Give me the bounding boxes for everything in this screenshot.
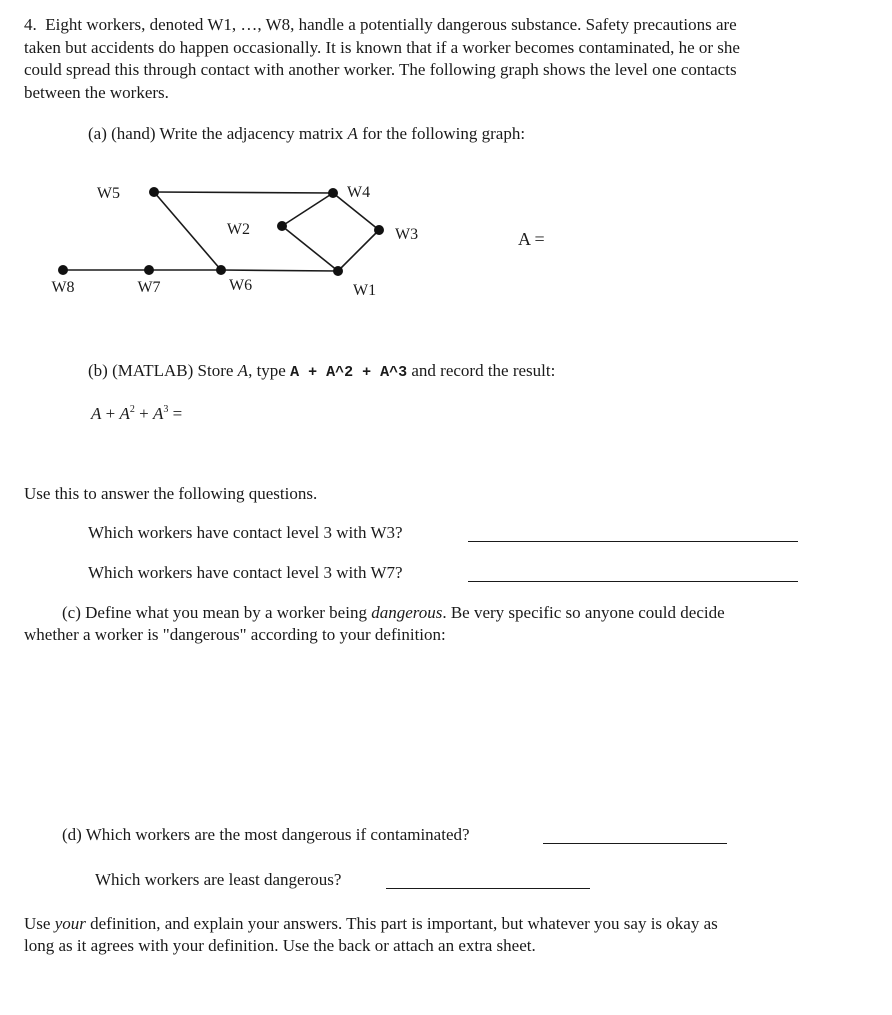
node-label-w1: W1 <box>353 282 377 299</box>
answer-blank-w3[interactable] <box>468 527 798 542</box>
part-d-question-most: (d) Which workers are the most dangerous if contaminated? <box>62 825 470 844</box>
part-a-var: A <box>347 124 358 143</box>
closing-line-1 <box>24 914 718 934</box>
contact-graph <box>0 170 480 310</box>
part-c-line-2: whether a worker is "dangerous" according to your definition: <box>24 625 446 644</box>
expr-exp2: 2 <box>129 404 135 415</box>
intro-line-1 <box>24 14 854 37</box>
node-label-w3: W3 <box>395 226 419 243</box>
matrix-a-label: A = <box>518 229 545 249</box>
part-a-label-end: for the following graph: <box>357 124 526 143</box>
closing-text-end: definition, and explain your answers. This part is important, but whatever you say is okay as <box>85 914 718 933</box>
part-c-text-end: . Be very specific so anyone could decide <box>442 603 725 622</box>
expr-plus1: + <box>101 404 120 423</box>
node-w1 <box>333 266 343 276</box>
node-w4 <box>328 188 338 198</box>
part-c-line-1 <box>62 603 725 623</box>
answer-blank-least-dangerous[interactable] <box>386 874 590 889</box>
part-d-question-least: Which workers are least dangerous? <box>95 870 342 889</box>
intro-line-3: could spread this through contact with another worker. The following graph shows the level one contacts <box>24 60 737 79</box>
node-label-w5: W5 <box>96 185 120 202</box>
node-label-w2: W2 <box>226 221 250 238</box>
answer-blank-w7[interactable] <box>468 567 798 582</box>
closing-line-2: long as it agrees with your definition. Use the back or attach an extra sheet. <box>24 936 536 955</box>
expr-a1: A <box>91 404 102 423</box>
part-a-label: (a) (hand) Write the adjacency matrix <box>88 124 348 143</box>
question-w7: Which workers have contact level 3 with W7? <box>88 563 403 582</box>
expr-a3: A <box>152 404 164 423</box>
part-c-text: (c) Define what you mean by a worker being <box>62 603 372 622</box>
part-b-var: A <box>237 361 249 380</box>
expr-exp3: 3 <box>163 404 169 415</box>
node-w7 <box>144 265 154 275</box>
edge-w5-w4 <box>154 192 333 193</box>
closing-text: Use <box>24 914 55 933</box>
node-label-w7: W7 <box>137 279 161 296</box>
problem-number: 4. <box>24 15 37 34</box>
edge-w3-w1 <box>338 230 379 271</box>
expr-a2: A <box>119 404 130 423</box>
expr-eq: = <box>168 404 183 423</box>
part-a-prompt <box>88 124 525 144</box>
intro-text-1: Eight workers, denoted W1, …, W8, handle a potentially dangerous substance. Safety precautions are <box>45 15 737 34</box>
closing-italic: your <box>54 914 86 933</box>
node-label-w4: W4 <box>347 184 371 201</box>
edge-w4-w2 <box>282 193 333 226</box>
node-w2 <box>277 221 287 231</box>
part-b-label-mid: , type <box>248 361 291 380</box>
edge-w6-w1 <box>221 270 338 271</box>
expr-plus2: + <box>134 404 153 423</box>
part-b-label: (b) (MATLAB) Store <box>88 361 238 380</box>
questions-intro: Use this to answer the following questions. <box>24 484 318 503</box>
node-w8 <box>58 265 68 275</box>
edge-w2-w1 <box>282 226 338 271</box>
node-label-w8: W8 <box>51 279 75 296</box>
part-b-prompt <box>88 361 555 381</box>
part-c-italic: dangerous <box>371 603 443 622</box>
problem-intro <box>24 14 854 104</box>
matrix-sum-expression <box>91 404 182 424</box>
node-w3 <box>374 225 384 235</box>
question-w3: Which workers have contact level 3 with W3? <box>88 523 403 542</box>
node-label-w6: W6 <box>229 277 253 294</box>
node-w6 <box>216 265 226 275</box>
intro-line-2: taken but accidents do happen occasionally. It is known that if a worker becomes contaminated, he or she <box>24 37 740 57</box>
answer-blank-most-dangerous[interactable] <box>543 829 727 844</box>
part-b-label-end: and record the result: <box>407 361 556 380</box>
edge-w5-w6 <box>154 192 221 270</box>
node-w5 <box>149 187 159 197</box>
matlab-code: A + A^2 + A^3 <box>290 364 408 381</box>
intro-line-4: between the workers. <box>24 82 169 102</box>
